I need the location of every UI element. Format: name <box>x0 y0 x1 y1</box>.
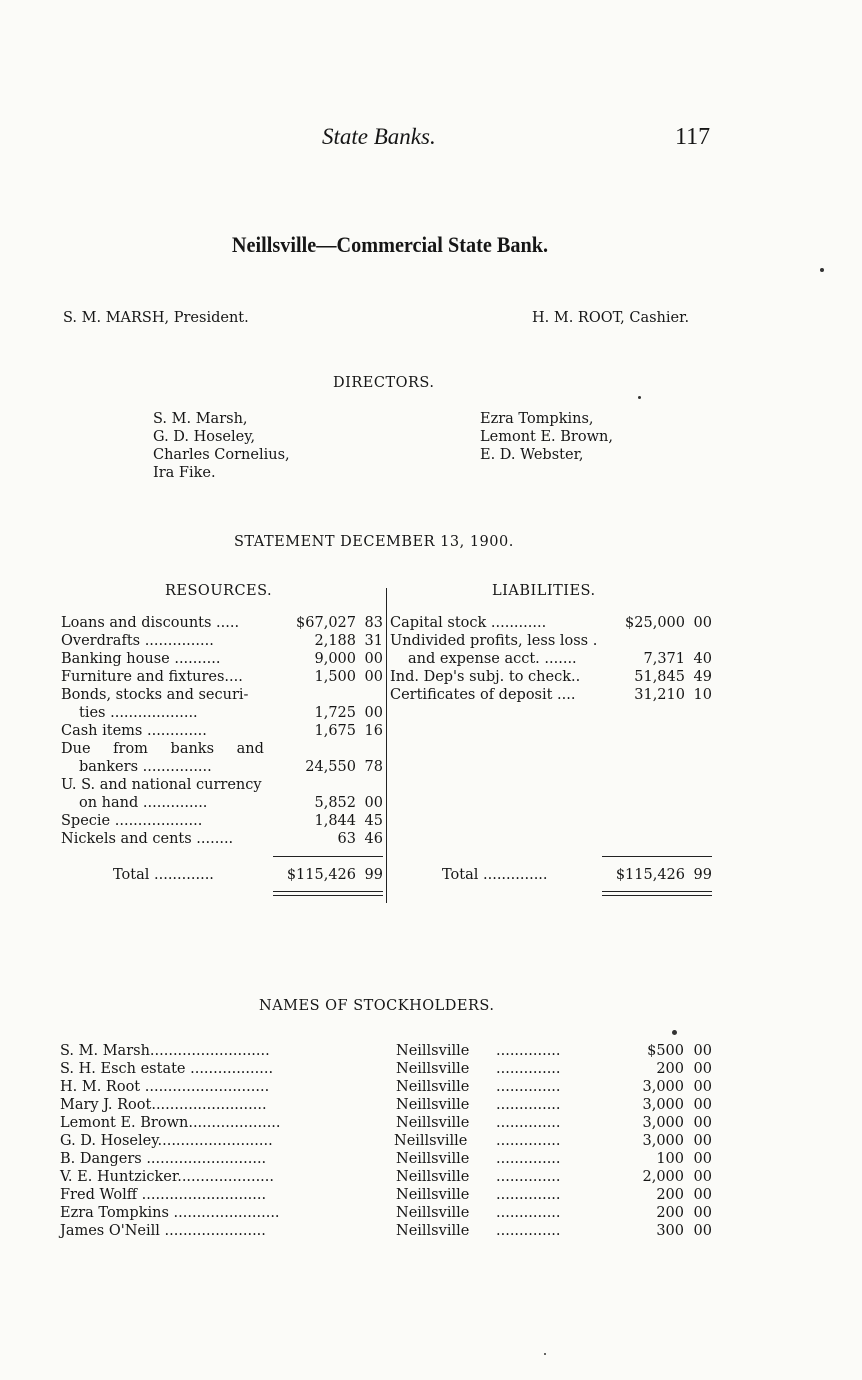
stockholder-cents: 00 <box>693 1223 712 1239</box>
stockholder-town: Neillsville <box>396 1079 470 1095</box>
stockholder-name: Ezra Tompkins ....................... <box>60 1205 280 1221</box>
resource-label: Nickels and cents ........ <box>61 831 234 847</box>
stockholder-name: Fred Wolff ........................... <box>60 1187 267 1203</box>
statement-heading: STATEMENT DECEMBER 13, 1900. <box>234 534 514 550</box>
resource-row <box>61 650 383 668</box>
liabilities-total-cents: 99 <box>693 867 712 883</box>
liability-cents: 00 <box>693 615 712 631</box>
stockholder-leader: .............. <box>496 1043 561 1059</box>
director-name: G. D. Hoseley, <box>153 429 256 445</box>
liabilities-total-label: Total .............. <box>442 867 548 883</box>
stockholder-name: V. E. Huntzicker..................... <box>60 1169 275 1185</box>
stockholder-name: H. M. Root ........................... <box>60 1079 270 1095</box>
stockholder-dollars: 3,000 <box>642 1079 684 1095</box>
resource-label: Due from banks and <box>61 741 264 757</box>
resource-cents: 00 <box>364 795 383 811</box>
stockholder-row <box>60 1096 712 1114</box>
column-divider <box>386 588 387 903</box>
stockholder-leader: .............. <box>496 1097 561 1113</box>
stockholder-dollars: 200 <box>656 1061 684 1077</box>
stockholder-town: Neillsville <box>396 1115 470 1131</box>
liability-dollars: 7,371 <box>643 651 685 667</box>
stockholder-dollars: 3,000 <box>642 1115 684 1131</box>
stockholder-cents: 00 <box>693 1169 712 1185</box>
resource-dollars: 1,675 <box>314 723 356 739</box>
stockholder-dollars: 3,000 <box>642 1133 684 1149</box>
stockholder-name: Mary J. Root......................... <box>60 1097 267 1113</box>
resources-total-rule-top <box>273 856 383 857</box>
stockholder-name: S. H. Esch estate .................. <box>60 1061 274 1077</box>
liability-cents: 40 <box>693 651 712 667</box>
stockholder-dollars: $500 <box>647 1043 684 1059</box>
liability-dollars: $25,000 <box>625 615 685 631</box>
stockholder-leader: .............. <box>496 1169 561 1185</box>
directors-right <box>480 410 613 464</box>
stockholder-cents: 00 <box>693 1115 712 1131</box>
stockholder-leader: .............. <box>496 1115 561 1131</box>
resource-row <box>61 632 383 650</box>
stockholder-cents: 00 <box>693 1079 712 1095</box>
resources-heading: RESOURCES. <box>165 583 273 599</box>
resource-row <box>61 686 383 704</box>
resource-label: U. S. and national currency <box>61 777 262 793</box>
stockholder-leader: .............. <box>496 1187 561 1203</box>
stockholder-row <box>60 1078 712 1096</box>
resource-row <box>61 740 383 758</box>
liabilities-total-dollars: $115,426 <box>615 867 685 883</box>
stockholder-town: Neillsville <box>396 1205 470 1221</box>
liabilities-total-row <box>390 866 712 884</box>
liabilities-total-rule-double-1 <box>602 891 712 892</box>
stockholder-town: Neillsville <box>396 1097 470 1113</box>
stockholder-name: Lemont E. Brown.................... <box>60 1115 281 1131</box>
resources-total-cents: 99 <box>364 867 383 883</box>
stockholder-name: B. Dangers .......................... <box>60 1151 267 1167</box>
stockholder-row <box>60 1186 712 1204</box>
liability-cents: 49 <box>693 669 712 685</box>
resource-label: Bonds, stocks and securi- <box>61 687 249 703</box>
liability-row <box>390 686 712 704</box>
stockholder-dollars: 3,000 <box>642 1097 684 1113</box>
resources-total-row <box>61 866 383 884</box>
resource-row <box>61 668 383 686</box>
resource-row <box>61 830 383 848</box>
stockholder-cents: 00 <box>693 1097 712 1113</box>
stockholder-cents: 00 <box>693 1133 712 1149</box>
resource-label: ties ................... <box>79 705 198 721</box>
resource-cents: 83 <box>364 615 383 631</box>
resources-total-rule-double-2 <box>273 895 383 896</box>
director-name: Ezra Tompkins, <box>480 411 594 427</box>
stockholder-cents: 00 <box>693 1187 712 1203</box>
resource-dollars: 24,550 <box>305 759 356 775</box>
stockholder-dollars: 2,000 <box>642 1169 684 1185</box>
directors-left <box>153 410 290 482</box>
director-name: Lemont E. Brown, <box>480 429 613 445</box>
director-name: Ira Fike. <box>153 465 216 481</box>
liabilities-heading: LIABILITIES. <box>492 583 596 599</box>
stockholder-dollars: 200 <box>656 1187 684 1203</box>
resource-row <box>61 722 383 740</box>
resource-label: Specie ................... <box>61 813 203 829</box>
president-line: S. M. MARSH, President. <box>63 310 249 326</box>
stockholder-leader: .............. <box>496 1223 561 1239</box>
stockholder-dollars: 200 <box>656 1205 684 1221</box>
resource-cents: 00 <box>364 651 383 667</box>
stockholder-name: G. D. Hoseley......................... <box>60 1133 273 1149</box>
resource-row <box>61 776 383 794</box>
resource-label: Cash items ............. <box>61 723 207 739</box>
stockholder-cents: 00 <box>693 1043 712 1059</box>
print-speck <box>544 1353 546 1355</box>
resource-label: Furniture and fixtures.... <box>61 669 243 685</box>
stockholders-table <box>60 1042 712 1240</box>
resource-cents: 45 <box>364 813 383 829</box>
resource-label: Banking house .......... <box>61 651 221 667</box>
resource-label: bankers ............... <box>79 759 212 775</box>
stockholder-row <box>60 1132 712 1150</box>
resource-cents: 31 <box>364 633 383 649</box>
stockholder-row <box>60 1060 712 1078</box>
stockholder-town: Neillsville <box>396 1151 470 1167</box>
print-speck <box>638 396 641 399</box>
running-title: State Banks. <box>322 124 436 149</box>
resource-cents: 46 <box>364 831 383 847</box>
liabilities-total-rule-top <box>602 856 712 857</box>
liability-row <box>390 650 712 668</box>
stockholder-row <box>60 1150 712 1168</box>
stockholder-town: Neillsville <box>396 1223 470 1239</box>
liability-label: Undivided profits, less loss . <box>390 633 598 649</box>
resource-dollars: 2,188 <box>314 633 356 649</box>
liability-label: Capital stock ............ <box>390 615 547 631</box>
print-speck <box>672 1030 677 1035</box>
liability-row <box>390 632 712 650</box>
resources-total-dollars: $115,426 <box>286 867 356 883</box>
liability-dollars: 51,845 <box>634 669 685 685</box>
stockholder-row <box>60 1222 712 1240</box>
resource-dollars: 1,500 <box>314 669 356 685</box>
print-speck <box>820 268 824 272</box>
liability-dollars: 31,210 <box>634 687 685 703</box>
liability-cents: 10 <box>693 687 712 703</box>
resources-total-label: Total ............. <box>113 867 214 883</box>
stockholders-heading: NAMES OF STOCKHOLDERS. <box>259 998 495 1014</box>
liability-row <box>390 668 712 686</box>
resource-label: Overdrafts ............... <box>61 633 214 649</box>
stockholder-leader: .............. <box>496 1079 561 1095</box>
resource-label: on hand .............. <box>79 795 208 811</box>
resource-dollars: 5,852 <box>314 795 356 811</box>
stockholder-row <box>60 1042 712 1060</box>
resource-dollars: 1,725 <box>314 705 356 721</box>
stockholder-town: Neillsville <box>396 1043 470 1059</box>
resource-row <box>61 812 383 830</box>
director-name: Charles Cornelius, <box>153 447 290 463</box>
stockholder-cents: 00 <box>693 1151 712 1167</box>
stockholder-town: Neillsville <box>396 1169 470 1185</box>
stockholder-leader: .............. <box>496 1133 561 1149</box>
resources-table <box>61 614 383 854</box>
stockholder-town: Neillsville <box>396 1187 470 1203</box>
director-name: E. D. Webster, <box>480 447 584 463</box>
stockholder-row <box>60 1168 712 1186</box>
stockholder-name: S. M. Marsh.......................... <box>60 1043 270 1059</box>
resource-row <box>61 794 383 812</box>
liability-row <box>390 614 712 632</box>
stockholder-cents: 00 <box>693 1205 712 1221</box>
page-number: 117 <box>675 124 711 150</box>
stockholder-leader: .............. <box>496 1205 561 1221</box>
stockholder-cents: 00 <box>693 1061 712 1077</box>
cashier-line: H. M. ROOT, Cashier. <box>532 310 690 326</box>
bank-title: Neillsville—Commercial State Bank. <box>231 232 549 257</box>
stockholder-name: James O'Neill ...................... <box>60 1223 266 1239</box>
stockholder-leader: .............. <box>496 1151 561 1167</box>
director-name: S. M. Marsh, <box>153 411 248 427</box>
stockholder-town: Neillsville <box>394 1133 468 1149</box>
liability-label: Certificates of deposit .... <box>390 687 576 703</box>
resource-dollars: $67,027 <box>296 615 356 631</box>
resource-cents: 16 <box>364 723 383 739</box>
resource-cents: 00 <box>364 669 383 685</box>
resource-cents: 78 <box>364 759 383 775</box>
resource-dollars: 9,000 <box>314 651 356 667</box>
resource-dollars: 1,844 <box>314 813 356 829</box>
resource-label: Loans and discounts ..... <box>61 615 240 631</box>
liabilities-total-rule-double-2 <box>602 895 712 896</box>
resources-total-rule-double-1 <box>273 891 383 892</box>
resource-row <box>61 758 383 776</box>
stockholder-row <box>60 1114 712 1132</box>
liabilities-table <box>390 614 712 710</box>
liability-label: and expense acct. ....... <box>408 651 577 667</box>
stockholder-dollars: 300 <box>656 1223 684 1239</box>
liability-label: Ind. Dep's subj. to check.. <box>390 669 581 685</box>
stockholder-dollars: 100 <box>656 1151 684 1167</box>
stockholder-leader: .............. <box>496 1061 561 1077</box>
directors-heading: DIRECTORS. <box>333 375 435 391</box>
stockholder-town: Neillsville <box>396 1061 470 1077</box>
resource-dollars: 63 <box>337 831 356 847</box>
resource-row <box>61 704 383 722</box>
resource-row <box>61 614 383 632</box>
stockholder-row <box>60 1204 712 1222</box>
resource-cents: 00 <box>364 705 383 721</box>
